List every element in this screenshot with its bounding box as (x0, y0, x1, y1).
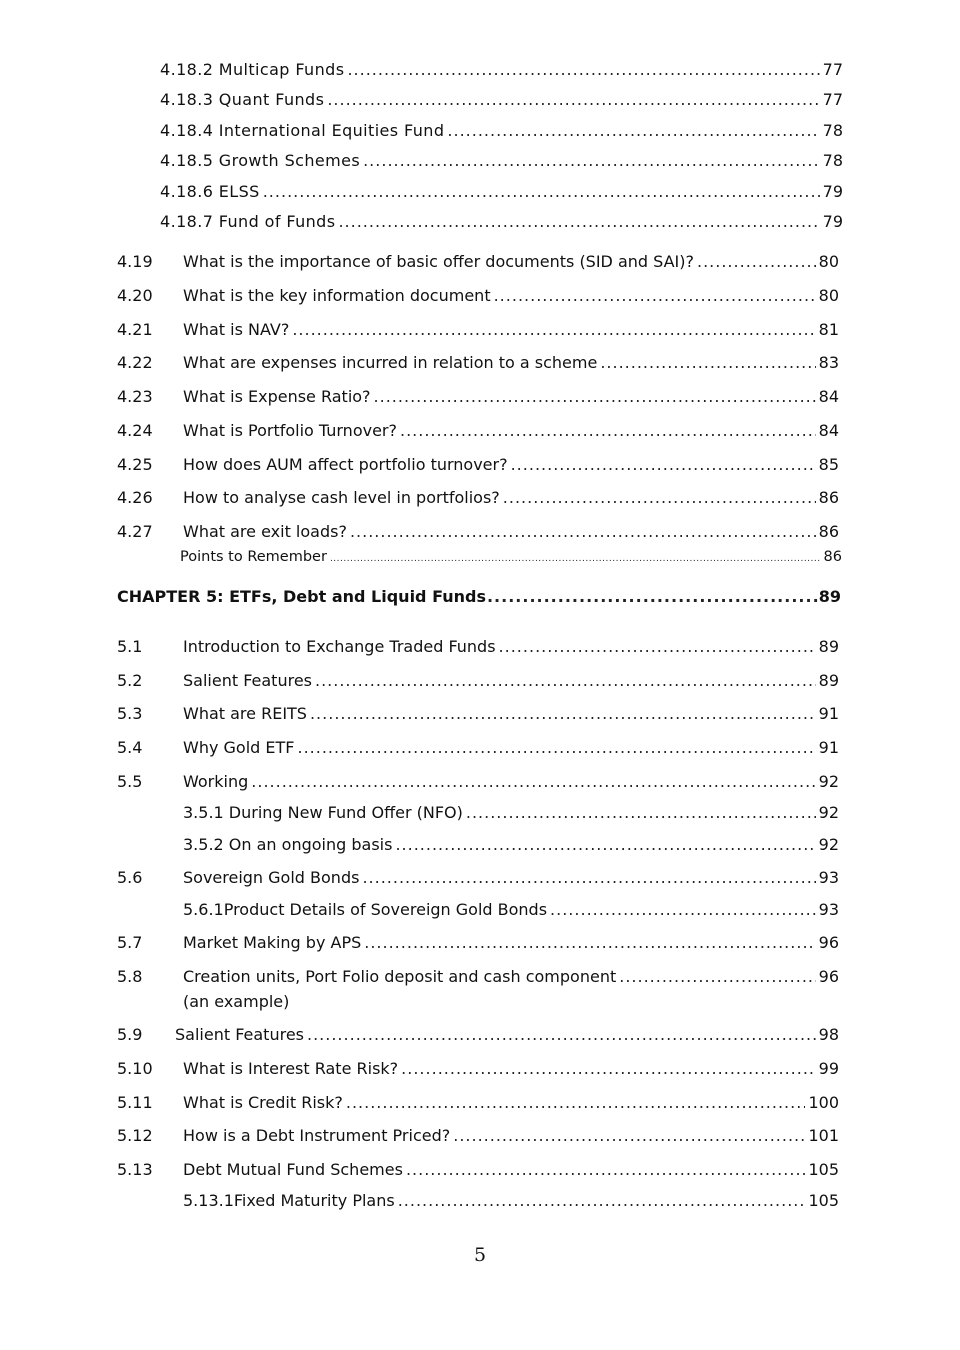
toc-entry-page: 91 (818, 704, 839, 723)
toc-entry-number: 5.5 (117, 772, 143, 791)
toc-entry-page: 86 (818, 522, 839, 541)
toc-entry (117, 933, 839, 953)
leader-dots (447, 121, 819, 141)
toc-entry-page: 79 (822, 212, 843, 231)
toc-entry (160, 121, 843, 141)
toc-entry-title: 5.6.1Product Details of Sovereign Gold Bonds (183, 900, 548, 919)
leader-dots (400, 421, 816, 441)
leader-dots (401, 1059, 815, 1079)
toc-entry-page: 101 (808, 1126, 839, 1145)
toc-entry-title: 3.5.2 On an ongoing basis (183, 835, 393, 854)
toc-entry (117, 286, 839, 306)
toc-entry (117, 488, 839, 508)
leader-dots (466, 803, 816, 823)
toc-entry-page: 77 (822, 60, 843, 79)
leader-dots (550, 900, 816, 920)
toc-entry (117, 738, 839, 758)
toc-entry (183, 835, 839, 855)
toc-entry-page: 105 (808, 1160, 839, 1179)
leader-dots (310, 704, 816, 724)
toc-entry-number: 4.23 (117, 387, 153, 406)
leader-dots (346, 1093, 806, 1113)
toc-entry-title: 3.5.1 During New Fund Offer (NFO) (183, 803, 463, 822)
toc-entry (183, 1191, 839, 1211)
toc-entry-page: 92 (818, 835, 839, 854)
leader-dots (406, 1160, 806, 1180)
toc-entry-page: 85 (818, 455, 839, 474)
toc-entry-title: Creation units, Port Folio deposit and cash component (183, 967, 617, 986)
toc-entry-title: How to analyse cash level in portfolios? (183, 488, 500, 507)
toc-entry-title: What is NAV? (183, 320, 290, 339)
leader-dots (364, 933, 815, 953)
leader-dots (251, 772, 815, 792)
toc-entry-title: 4.18.4 International Equities Fund (160, 121, 445, 140)
toc-entry-title: Salient Features (175, 1025, 304, 1044)
toc-entry-title: Working (183, 772, 249, 791)
leader-dots (292, 320, 815, 340)
toc-entry-title: Introduction to Exchange Traded Funds (183, 637, 496, 656)
toc-entry-number: 5.12 (117, 1126, 153, 1145)
leader-dots (350, 522, 816, 542)
toc-entry-title: Sovereign Gold Bonds (183, 868, 360, 887)
leader-dots (330, 549, 821, 569)
toc-entry-number: 5.9 (117, 1025, 143, 1044)
toc-entry (183, 803, 839, 823)
toc-entry-page: 89 (818, 637, 839, 656)
toc-entry (117, 772, 839, 792)
chapter-page: 89 (818, 587, 841, 606)
toc-entry-number: 5.2 (117, 671, 143, 690)
leader-dots (263, 182, 820, 202)
toc-entry-title: 4.18.7 Fund of Funds (160, 212, 336, 231)
leader-dots (398, 1191, 806, 1211)
toc-entry-page: 84 (818, 421, 839, 440)
toc-entry-page: 77 (822, 90, 843, 109)
leader-dots (487, 587, 818, 607)
toc-entry-page: 91 (818, 738, 839, 757)
toc-entry-page: 79 (822, 182, 843, 201)
leader-dots (499, 637, 816, 657)
toc-entry (117, 1126, 839, 1146)
toc-entry-number: 5.11 (117, 1093, 153, 1112)
toc-entry-page: 98 (818, 1025, 839, 1044)
toc-entry-points-to-remember (180, 547, 842, 567)
toc-entry-number: 5.13 (117, 1160, 153, 1179)
leader-dots (307, 1025, 816, 1045)
leader-dots (494, 286, 816, 306)
toc-entry-title: What are exit loads? (183, 522, 347, 541)
leader-dots (297, 738, 815, 758)
toc-entry-title: 4.18.6 ELSS (160, 182, 260, 201)
toc-entry-page: 78 (822, 121, 843, 140)
toc-entry (117, 387, 839, 407)
toc-entry-number: 4.19 (117, 252, 153, 271)
leader-dots (619, 967, 815, 987)
toc-entry-title: 4.18.5 Growth Schemes (160, 151, 361, 170)
chapter-title: CHAPTER 5: ETFs, Debt and Liquid Funds (117, 587, 486, 606)
toc-entry-title: How does AUM affect portfolio turnover? (183, 455, 508, 474)
leader-dots (511, 455, 816, 475)
toc-entry-title: Salient Features (183, 671, 312, 690)
toc-entry-title: What is Portfolio Turnover? (183, 421, 397, 440)
toc-entry-title: Why Gold ETF (183, 738, 295, 757)
toc-entry-title: What are REITS (183, 704, 307, 723)
leader-dots (315, 671, 816, 691)
toc-entry-title: What is the key information document (183, 286, 491, 305)
toc-entry (117, 1025, 839, 1045)
leader-dots (347, 60, 819, 80)
toc-entry-continuation: (an example) (183, 992, 290, 1011)
leader-dots (697, 252, 816, 272)
toc-entry-number: 4.27 (117, 522, 153, 541)
toc-entry-page: 92 (818, 803, 839, 822)
toc-entry-number: 4.22 (117, 353, 153, 372)
toc-entry-page: 89 (818, 671, 839, 690)
toc-entry-page: 93 (818, 900, 839, 919)
toc-entry (117, 252, 839, 272)
toc-entry-number: 4.24 (117, 421, 153, 440)
toc-entry-title: What are expenses incurred in relation to a scheme (183, 353, 598, 372)
leader-dots (363, 151, 820, 171)
toc-entry-page: 83 (818, 353, 839, 372)
toc-entry (117, 704, 839, 724)
toc-entry (117, 967, 839, 987)
toc-entry-number: 4.21 (117, 320, 153, 339)
toc-entry-title: Debt Mutual Fund Schemes (183, 1160, 403, 1179)
toc-entry-page: 80 (818, 252, 839, 271)
toc-entry-title: How is a Debt Instrument Priced? (183, 1126, 451, 1145)
toc-entry-page: 80 (818, 286, 839, 305)
leader-dots (395, 835, 815, 855)
toc-entry (117, 637, 839, 657)
toc-entry (117, 1093, 839, 1113)
toc-entry (117, 421, 839, 441)
toc-entry (117, 1059, 839, 1079)
toc-entry (160, 182, 843, 202)
toc-entry-number: 4.25 (117, 455, 153, 474)
leader-dots (503, 488, 816, 508)
toc-entry (160, 212, 843, 232)
toc-entry-title: 5.13.1Fixed Maturity Plans (183, 1191, 395, 1210)
toc-entry-number: 5.1 (117, 637, 143, 656)
toc-entry (160, 60, 843, 80)
toc-entry-number: 5.6 (117, 868, 143, 887)
toc-entry-page: 86 (823, 549, 842, 565)
toc-entry-page: 84 (818, 387, 839, 406)
toc-entry (160, 151, 843, 171)
leader-dots (453, 1126, 805, 1146)
toc-entry-title: What is Credit Risk? (183, 1093, 343, 1112)
toc-entry-title: What is Interest Rate Risk? (183, 1059, 399, 1078)
toc-entry-number: 5.8 (117, 967, 143, 986)
leader-dots (327, 90, 819, 110)
leader-dots (600, 353, 815, 373)
toc-entry-page: 99 (818, 1059, 839, 1078)
toc-entry-number: 5.10 (117, 1059, 153, 1078)
toc-entry (117, 320, 839, 340)
toc-entry-number: 4.26 (117, 488, 153, 507)
toc-entry-title: What is the importance of basic offer documents (SID and SAI)? (183, 252, 694, 271)
toc-entry (160, 90, 843, 110)
toc-entry-page: 86 (818, 488, 839, 507)
toc-entry-page: 105 (808, 1191, 839, 1210)
toc-entry (117, 353, 839, 373)
toc-entry (117, 671, 839, 691)
chapter-heading (117, 587, 841, 607)
toc-entry-page: 81 (818, 320, 839, 339)
toc-entry-title: Market Making by APS (183, 933, 362, 952)
toc-entry (117, 522, 839, 542)
toc-entry-number: 4.20 (117, 286, 153, 305)
leader-dots (338, 212, 819, 232)
toc-entry-page: 100 (808, 1093, 839, 1112)
toc-entry-number: 5.3 (117, 704, 143, 723)
toc-entry (117, 455, 839, 475)
toc-entry-page: 96 (818, 967, 839, 986)
leader-dots (362, 868, 815, 888)
toc-entry-title: 4.18.2 Multicap Funds (160, 60, 345, 79)
toc-entry (183, 900, 839, 920)
toc-entry-page: 78 (822, 151, 843, 170)
toc-entry-page: 96 (818, 933, 839, 952)
toc-entry-number: 5.4 (117, 738, 143, 757)
toc-entry (117, 1160, 839, 1180)
toc-entry-number: 5.7 (117, 933, 143, 952)
toc-entry-title: What is Expense Ratio? (183, 387, 371, 406)
toc-entry-page: 93 (818, 868, 839, 887)
toc-entry (117, 868, 839, 888)
toc-entry-title: 4.18.3 Quant Funds (160, 90, 325, 109)
toc-entry-title: Points to Remember (180, 549, 327, 565)
toc-entry-page: 92 (818, 772, 839, 791)
leader-dots (374, 387, 816, 407)
page-number: 5 (473, 1244, 487, 1266)
